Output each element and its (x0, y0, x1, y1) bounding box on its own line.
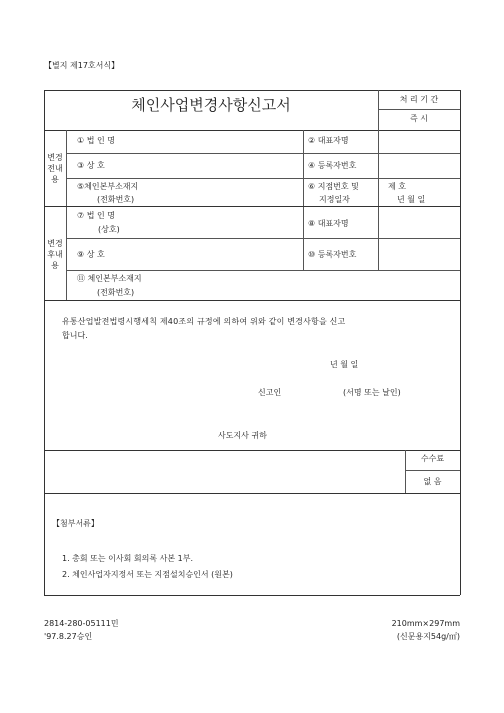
declaration-date[interactable]: 년 월 일 (330, 360, 359, 369)
after-trade-name-field[interactable] (150, 240, 300, 268)
section-label-after: 변경 후내 용 (47, 239, 63, 270)
before-designation-date-label: 지정일자 (319, 195, 350, 204)
fee-value: 없 음 (423, 477, 442, 486)
before-reg-no-field[interactable] (380, 156, 458, 176)
after-hq-address-field[interactable] (150, 272, 458, 298)
before-trade-name-label: ③ 상 호 (77, 161, 105, 170)
before-branch-no-value[interactable]: 제 호 (388, 182, 406, 191)
after-corp-name-sub-label: (상호) (98, 225, 120, 234)
before-rep-name-field[interactable] (380, 132, 458, 151)
before-reg-no-label: ④ 등록자번호 (308, 161, 357, 170)
after-trade-name-label: ⑨ 상 호 (77, 250, 105, 259)
fee-label: 수수료 (420, 454, 445, 463)
processing-period-label: 처 리 기 간 (399, 95, 439, 104)
addressee: 사도지사 귀하 (218, 431, 267, 440)
after-corp-name-field[interactable] (150, 208, 300, 236)
after-rep-name-label: ⑧ 대표자명 (308, 219, 349, 228)
processing-period-value: 즉 시 (410, 114, 428, 123)
footer-approval-date: '97.8.27승인 (44, 632, 93, 641)
after-rep-name-field[interactable] (380, 208, 458, 236)
before-hq-phone-label: (전화번호) (97, 195, 135, 204)
signature-placeholder[interactable]: (서명 또는 날인) (343, 388, 401, 397)
after-hq-address-label: ⑪ 체인본부소재지 (77, 274, 142, 283)
form-title: 체인사업변경사항신고서 (131, 96, 291, 114)
before-branch-no-label: ⑥ 지점번호 및 (308, 182, 359, 191)
section-label-before: 변경 전내 용 (47, 153, 63, 184)
after-corp-name-label: ⑦ 법 인 명 (77, 211, 115, 220)
before-trade-name-field[interactable] (150, 156, 300, 176)
declaration-text-cont: 합니다. (62, 331, 88, 340)
attachment-item: 1. 총회 또는 이사회 회의록 사본 1부. (62, 554, 193, 563)
before-hq-address-label: ⑤체인본부소재지 (77, 182, 139, 191)
footer-form-code: 2814-280-05111민 (44, 619, 119, 628)
before-hq-address-field[interactable] (150, 181, 300, 204)
attachment-item: 2. 체인사업자지정서 또는 지점설치승인서 (원본) (62, 570, 233, 579)
before-corp-name-label: ① 법 인 명 (77, 136, 115, 145)
reporter-label: 신고인 (258, 388, 282, 397)
footer-paper-size: 210mm×297mm (391, 619, 460, 628)
after-reg-no-field[interactable] (380, 240, 458, 268)
after-hq-phone-label: (전화번호) (97, 288, 135, 297)
attachments-title: 【첨부서류】 (52, 519, 99, 528)
before-rep-name-label: ② 대표자명 (308, 136, 349, 145)
after-reg-no-label: ⑩ 등록자번호 (308, 250, 357, 259)
declaration-text: 유통산업발전법령시행세칙 제40조의 규정에 의하여 위와 같이 변경사항을 신고 (62, 317, 346, 326)
before-designation-date-value[interactable]: 년 월 일 (397, 195, 426, 204)
form-number-label: 【별지 제17호서식】 (44, 61, 120, 70)
before-corp-name-field[interactable] (150, 132, 300, 151)
footer-paper-type: (신문용지54g/㎡) (396, 632, 460, 641)
